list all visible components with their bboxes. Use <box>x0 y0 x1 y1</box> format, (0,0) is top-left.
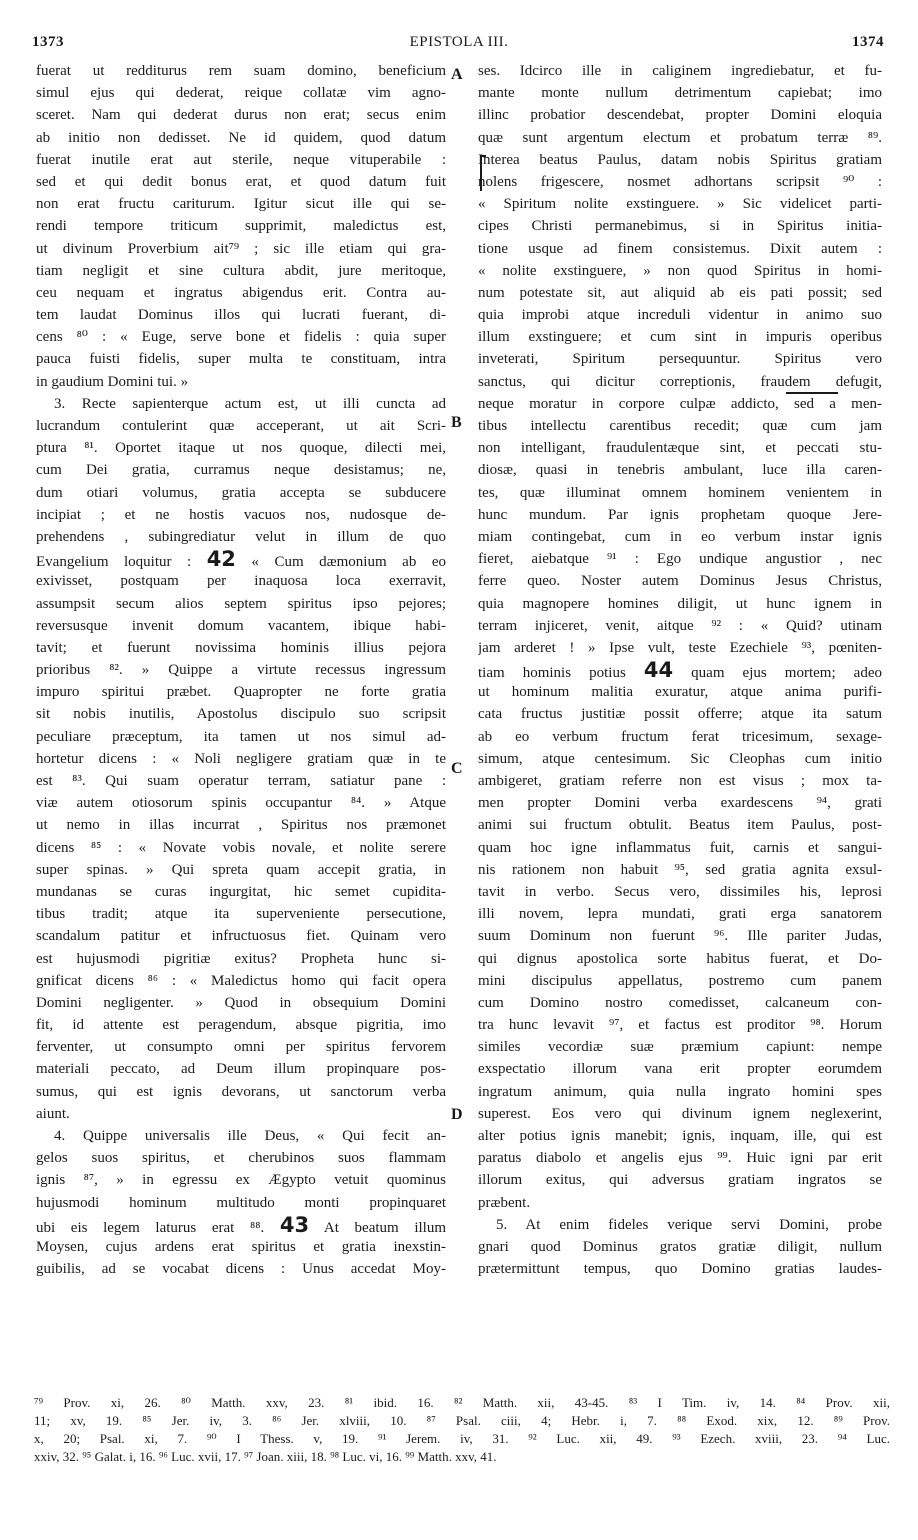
text-line: viæ autem otiosorum spinis occupantur ⁸⁴. » Atque <box>36 795 446 812</box>
text-line: ignis ⁸⁷, » in egressu ex Ægypto vetuit quominus <box>36 1172 446 1189</box>
text-line: Interea beatus Paulus, datam nobis Spiritus gratiam <box>478 151 882 168</box>
text-line: non erat fructu cariturum. Igitur sicut ille qui se- <box>36 196 446 213</box>
text-line: hortetur dicens : « Noli negligere gratiam quæ in te <box>36 750 446 767</box>
text-line: incipiat ; et ne hostis vacuos nos, nudosque de- <box>36 506 446 523</box>
text-line: similes vecordiæ suæ præmium capiunt: nempe <box>478 1039 882 1056</box>
text-line: sed et qui dedit bonus erat, et quod datum fuit <box>36 173 446 190</box>
text-line: miam contingebat, cum in eo verbum instar ignis <box>478 528 882 545</box>
text-line: cipes Christi permanebimus, si in Spiritus initia- <box>478 218 882 235</box>
section-number: 44 <box>643 659 674 682</box>
text-line: ab eo verbum fructum ferat tricesimum, sexage- <box>478 728 882 745</box>
text-line: tra hunc levavit ⁹⁷, et factus est proditor ⁹⁸. Horum <box>478 1017 882 1034</box>
text-line: dicens ⁸⁵ : « Novate vobis novale, et nolite serere <box>36 839 446 856</box>
footnotes <box>34 1394 890 1466</box>
margin-marker-c: C <box>451 760 463 777</box>
text-line: sanctus, qui dicitur correptionis, fraudem defugit, <box>478 373 882 390</box>
text-line: fuerat inutile erat aut sterile, neque vituperabile : <box>36 151 446 168</box>
text-line: Domini negligenter. » Quod in obsequium Domini <box>36 994 446 1011</box>
text-line: diosæ, quasi in tenebris ambulant, luce illa caren- <box>478 462 882 479</box>
text-line: fit, id attente est peragendum, absque pigritia, imo <box>36 1017 446 1034</box>
text-line: tiam hominis potius 44 quam ejus mortem; adeo <box>478 659 882 682</box>
text-line: lucrandum contulerint quæ acceperant, ut ait Scri- <box>36 418 446 434</box>
text-line: prætermittunt tempus, quo Domino gratias laudes- <box>478 1261 882 1278</box>
text-line: 5. At enim fideles verique servi Domini, probe <box>496 1216 882 1233</box>
footnote-line: x, 20; Psal. xi, 7. ⁹⁰ I Thess. v, 19. ⁹¹ Jerem. iv, 31. ⁹² Luc. xii, 49. ⁹³ Ezech. xviii, 23. ⁹⁴ Luc. <box>34 1431 890 1446</box>
text-line: nolens frigescere, nosmet adhortans scripsit ⁹⁰ : <box>478 173 882 190</box>
text-line: terram injiceret, venit, aitque ⁹² : « Quid? utinam <box>478 617 882 634</box>
text-line: animi sui fructum obtulit. Beatus item Paulus, post- <box>478 817 882 834</box>
text-line: inveterati, Spiritum persequuntur. Spiritus vero <box>478 351 882 368</box>
text-line: men propter Domini verba exardescens ⁹⁴, grati <box>478 795 882 812</box>
text-line: non intelligant, fraudulentæque sint, et peccati stu- <box>478 440 882 457</box>
text-line: fieret, aiebatque ⁹¹ : Ego undique angustior , nec <box>478 551 882 568</box>
footnote-line: ⁷⁹ Prov. xi, 26. ⁸⁰ Matth. xxv, 23. ⁸¹ ibid. 16. ⁸² Matth. xii, 43-45. ⁸³ I Tim. iv, 14. ⁸⁴ Prov. xii, <box>34 1395 890 1410</box>
text-line: est hujusmodi pigritiæ exitus? Propheta hunc si- <box>36 950 446 967</box>
text-line: illinc probatior descendebat, propter Domini eloquia <box>478 107 882 124</box>
text-line: tibus intellectu carentibus recedit; quæ cum jam <box>478 418 882 434</box>
text-line: « nolite exstinguere, » non quod Spiritus in homi- <box>478 262 882 279</box>
right-column <box>478 60 882 1280</box>
text-line: materiali peccato, ad Deum illum propinquare pos- <box>36 1061 446 1078</box>
text-line: qui dignus apostolica sorte habitus fuerat, et Do- <box>478 950 882 967</box>
text-line: hujusmodi hominum multitudo monti propinquaret <box>36 1194 446 1211</box>
editorial-bracket-mark <box>480 155 486 191</box>
text-line: quæ sunt argentum electum et probatum terræ ⁸⁹. <box>478 129 882 146</box>
text-line: illorum exitus, qui adversus gratiam ingratos se <box>478 1172 882 1189</box>
text-line: dum otiari volumus, gratia accepta se subducere <box>36 484 446 501</box>
text-line: sumus, qui est ignis devorans, ut sanctorum verba <box>36 1083 446 1100</box>
text-line: in gaudium Domini tui. » <box>36 373 189 390</box>
text-line: tibus tradit; atque ita superveniente persecutione, <box>36 906 446 923</box>
page-number-right: 1374 <box>852 34 884 50</box>
margin-marker-b: B <box>451 414 462 431</box>
text-line: prioribus ⁸². » Quippe a virtute recessus ingressum <box>36 662 446 679</box>
text-line: est ⁸³. Qui suam operatur terram, satiatur pane : <box>36 773 446 789</box>
text-line: simum, atque centesimum. Sic Cleophas cum initio <box>478 750 882 767</box>
text-line: 4. Quippe universalis ille Deus, « Qui fecit an- <box>54 1128 446 1144</box>
text-line: peculiare præceptum, ita tamen ut nos simul ad- <box>36 728 446 745</box>
text-line: quia magnopere homines diligit, ut hunc ignem in <box>478 595 882 612</box>
text-line: guibilis, ad se vocabat dicens : Unus accedat Moy- <box>36 1261 446 1278</box>
text-line: exspectatio illorum vana erit propter eorumdem <box>478 1061 882 1078</box>
text-line: ptura ⁸¹. Oportet itaque ut nos quoque, dilecti mei, <box>36 440 446 457</box>
left-column <box>36 60 446 1280</box>
text-line: ferventer, ut consumpto omni per spiritus fervorem <box>36 1039 446 1056</box>
text-line: ubi eis legem laturus erat ⁸⁸. 43 At beatum illum <box>36 1213 446 1236</box>
text-line: aiunt. <box>36 1105 70 1122</box>
text-line: ut nemo in illas incurrat , Spiritus nos præmonet <box>36 817 446 834</box>
text-line: illi novem, lepra mundati, grati erga sanatorem <box>478 906 882 923</box>
text-line: gnari quod Dominus gratos gratiæ diligit, nullum <box>478 1238 882 1255</box>
text-line: pauca fuisti fidelis, super multa te constituam, intra <box>36 351 446 368</box>
text-line: quia improbi atque increduli videntur in animo suo <box>478 307 882 324</box>
text-line: cata fructus justitiæ possit offerre; atque ita satum <box>478 706 882 723</box>
text-line: tem laudat Dominus illos qui lucrati fuerant, di- <box>36 307 446 324</box>
page-number-left: 1373 <box>32 34 64 50</box>
section-number: 43 <box>279 1213 310 1236</box>
text-line: Moysen, cujus ardens erat spiritus et gratia inexstin- <box>36 1238 446 1255</box>
text-line: Evangelium loquitur : 42 « Cum dæmonium ab eo <box>36 548 446 571</box>
text-line: fuerat ut redditurus rem suam domino, beneficium <box>36 63 446 79</box>
text-line: ut divinum Proverbium ait⁷⁹ ; sic ille etiam qui gra- <box>36 240 446 257</box>
text-line: cum Domino nostro comedisset, calcaneum con- <box>478 994 882 1011</box>
text-line: ingratum animum, quia nulla ingrato homini spes <box>478 1083 882 1100</box>
margin-marker-a: A <box>451 66 463 83</box>
text-line: mante monte nullum detrimentum capiebat; imo <box>478 85 882 102</box>
text-line: tes, quæ illuminat omnem hominem venientem in <box>478 484 882 501</box>
text-line: ab initio non dedisset. Ne id quidem, quod datum <box>36 129 446 146</box>
text-line: tavit in verbo. Secus vero, dissimiles his, leprosi <box>478 883 882 900</box>
text-line: exivisset, postquam per inaquosa loca exerravit, <box>36 573 446 590</box>
text-line: assumpsit secum alios septem spiritus ipso pejores; <box>36 595 446 612</box>
text-line: simul ejus qui dederat, reique collatæ vim agno- <box>36 85 446 102</box>
text-line: sit nobis inutilis, Apostolus discipulo suo scripsit <box>36 706 446 723</box>
section-number: 42 <box>206 548 236 571</box>
text-line: mini discipulus appellatus, postremo cum panem <box>478 972 882 989</box>
text-line: rendi tempore triticum supprimit, maledictus est, <box>36 218 446 235</box>
footnote-line: xxiv, 32. ⁹⁵ Galat. i, 16. ⁹⁶ Luc. xvii, 17. ⁹⁷ Joan. xiii, 18. ⁹⁸ Luc. vi, 16. ⁹⁹ Matth. xxv, 41. <box>34 1449 497 1464</box>
text-line: ambigeret, gratiam referre non est visus ; mox ta- <box>478 773 882 789</box>
text-line: neque moratur in corpore culpæ addicto, sed a men- <box>478 395 882 412</box>
text-line: ceu nequam et ingratus abigendus erit. Contra au- <box>36 284 446 301</box>
text-line: gelos suos spiritus, et cherubinos suos flammam <box>36 1150 446 1167</box>
text-line: gnificat dicens ⁸⁶ : « Maledictus homo qui facit opera <box>36 972 446 989</box>
text-line: reversusque invenit domum vacantem, ibique habi- <box>36 617 446 634</box>
text-line: prehendens , subingrediatur velut in illum de quo <box>36 528 446 545</box>
text-line: 3. Recte sapienterque actum est, ut illi cuncta ad <box>54 395 446 412</box>
text-line: « Spiritum nolite exstinguere. » Sic videlicet parti- <box>478 196 882 213</box>
text-line: jam arderet ! » Ipse vult, teste Ezechiele ⁹³, pœniten- <box>478 639 882 656</box>
text-line: ses. Idcirco ille in caliginem ingrediebatur, et fu- <box>478 63 882 79</box>
text-line: præbent. <box>478 1194 531 1211</box>
text-line: alter potius ignis manebit; ignis, inquam, ille, qui est <box>478 1128 882 1144</box>
text-line: quam hoc igne inflammatus fuit, carnis et sangui- <box>478 839 882 856</box>
margin-marker-d: D <box>451 1106 463 1123</box>
text-line: cum Dei gratia, curramus neque desistamus; ne, <box>36 462 446 479</box>
text-line: illum exstinguere; et cum sint in impuris operibus <box>478 329 882 346</box>
text-line: mundanas se curas ingurgitat, hic semet cupidita- <box>36 883 446 900</box>
text-line: ut hominum malitia exuratur, atque anima purifi- <box>478 684 882 701</box>
text-line: impuro spiritui præbet. Quapropter ne forte gratia <box>36 684 446 701</box>
text-line: sceret. Nam qui dederat durus non erat; secus enim <box>36 107 446 124</box>
text-line: superest. Eos vero qui divinum ignem neglexerint, <box>478 1105 882 1122</box>
text-line: tione usque ad finem consistemus. Dixit autem : <box>478 240 882 257</box>
text-line: nis rationem non habuit ⁹⁵, sed gratia agnita exsul- <box>478 861 882 878</box>
text-line: suum Dominum non fuerunt ⁹⁶. Ille pariter Judas, <box>478 928 882 945</box>
text-line: ferre queo. Noster autem Dominus Jesus Christus, <box>478 573 882 590</box>
text-line: hunc mundum. Par ignis prophetam quoque Jere- <box>478 506 882 523</box>
editorial-underline-mark <box>786 392 838 394</box>
footnote-line: 11; xv, 19. ⁸⁵ Jer. iv, 3. ⁸⁶ Jer. xlviii, 10. ⁸⁷ Psal. ciii, 4; Hebr. i, 7. ⁸⁸ Exod. xix, 12. ⁸⁹ Prov. <box>34 1413 890 1428</box>
text-line: tavit; et fuerunt novissima hominis illius pejora <box>36 639 446 656</box>
text-line: tiam negligit et sine cultura abdit, jure meritoque, <box>36 262 446 279</box>
text-line: num potestate sit, aut aliquid ab eis pati possit; sed <box>478 284 882 301</box>
text-line: cens ⁸⁰ : « Euge, serve bone et fidelis : quia super <box>36 329 446 346</box>
text-line: paratus diabolo et angelis ejus ⁹⁹. Huic igni par erit <box>478 1150 882 1167</box>
text-line: super spinas. » Qui spreta quam accepit gratia, in <box>36 861 446 878</box>
running-title: EPISTOLA III. <box>409 34 509 50</box>
text-line: scandalum patitur et infructuosus fiet. Quinam vero <box>36 928 446 945</box>
